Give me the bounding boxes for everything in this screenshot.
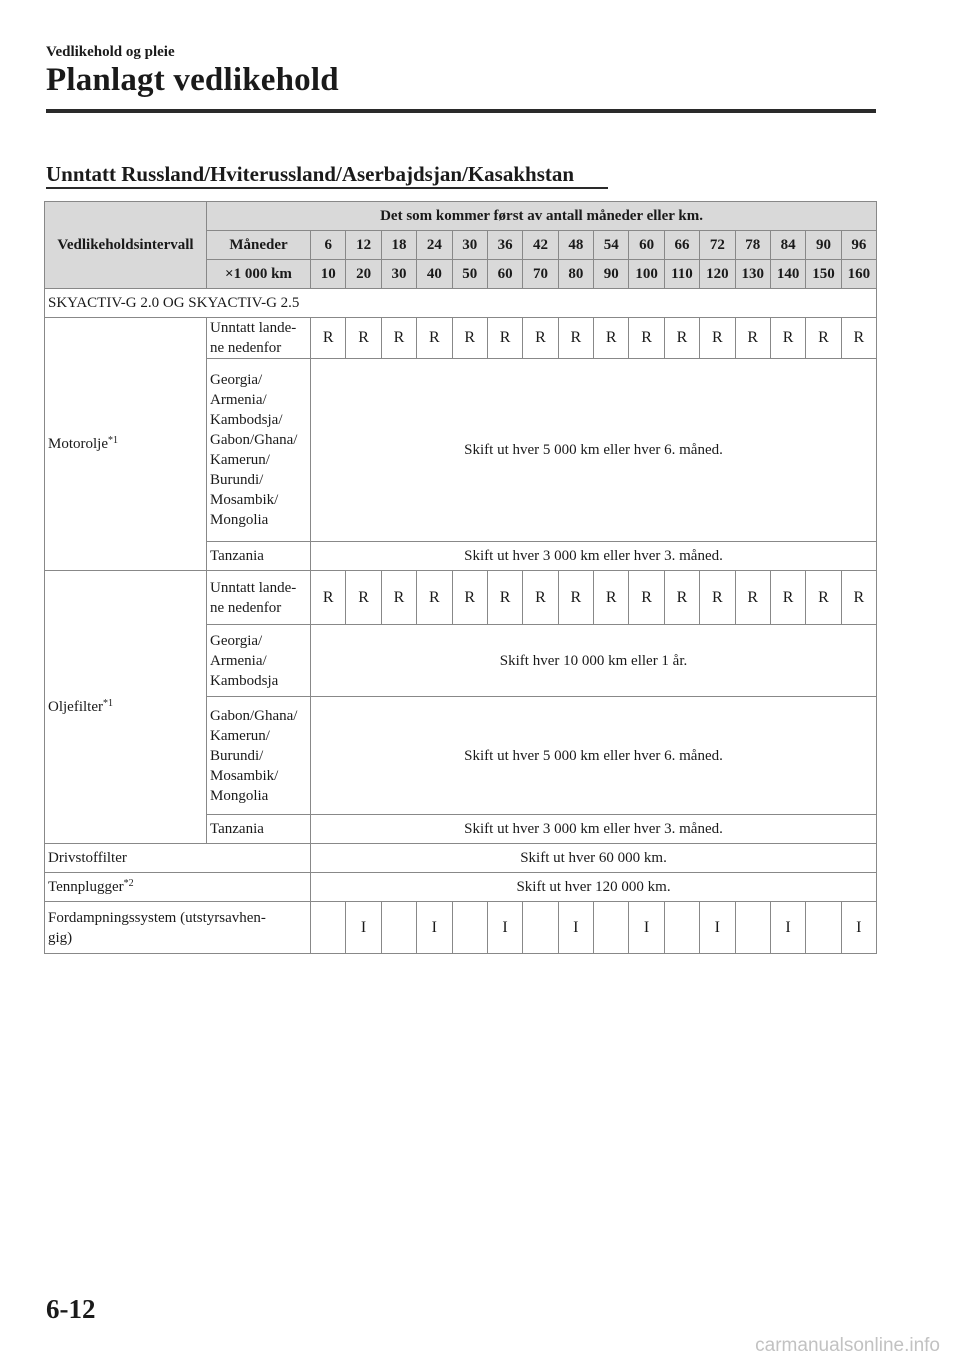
schedule-mark: R [629,318,664,359]
km-cell: 130 [735,260,770,289]
schedule-mark: R [487,571,522,625]
schedule-mark: R [311,571,346,625]
km-cell: 140 [770,260,805,289]
interval-text: Skift ut hver 60 000 km. [311,844,877,873]
region-cell: Georgia/ Armenia/ Kambodsja/ Gabon/Ghana/ Kamerun/ Burundi/ Mosambik/ Mongolia [207,359,311,542]
schedule-mark [523,902,558,954]
schedule-mark: I [417,902,452,954]
schedule-mark: R [452,571,487,625]
km-cell: 10 [311,260,346,289]
month-cell: 90 [806,231,841,260]
schedule-mark: R [381,318,416,359]
schedule-mark: R [700,571,735,625]
schedule-mark: R [806,318,841,359]
top-header: Det som kommer først av antall måneder eller km. [207,202,877,231]
region-cell: Tanzania [207,542,311,571]
schedule-mark: R [381,571,416,625]
km-cell: 40 [417,260,452,289]
month-cell: 18 [381,231,416,260]
interval-text: Skift ut hver 120 000 km. [311,873,877,902]
schedule-mark: R [664,571,699,625]
title-rule [46,109,876,113]
schedule-mark: R [770,318,805,359]
schedule-mark: R [558,571,593,625]
schedule-mark: I [346,902,381,954]
page-number: 6-12 [46,1294,96,1324]
schedule-mark: R [594,318,629,359]
oljefilter-row-default [45,571,877,625]
month-cell: 72 [700,231,735,260]
month-cell: 60 [629,231,664,260]
schedule-mark: I [841,902,876,954]
km-cell: 50 [452,260,487,289]
months-label: Måneder [207,231,311,260]
fordampning-row [45,902,877,954]
schedule-mark [452,902,487,954]
oljefilter-label: Oljefilter$^{*1}$ [45,571,207,844]
km-cell: 70 [523,260,558,289]
schedule-mark: R [417,571,452,625]
km-cell: 120 [700,260,735,289]
schedule-mark: R [346,318,381,359]
region-cell: Unntatt lande- ne nedenfor [207,571,311,625]
watermark: carmanualsonline.info [755,1335,940,1356]
schedule-mark: R [523,318,558,359]
tennplugger-label: Tennplugger$^{*2}$ [45,873,311,902]
km-cell: 100 [629,260,664,289]
month-cell: 66 [664,231,699,260]
maintenance-schedule-table [44,201,877,954]
month-cell: 96 [841,231,876,260]
schedule-mark: R [346,571,381,625]
month-cell: 12 [346,231,381,260]
region-cell: Unntatt lande- ne nedenfor [207,318,311,359]
interval-text: Skift ut hver 5 000 km eller hver 6. måned. [311,697,877,815]
region-cell: Georgia/ Armenia/ Kambodsja [207,625,311,697]
region-cell: Tanzania [207,815,311,844]
region-subheading: Unntatt Russland/Hviterussland/Aserbajdsjan/Kasakhstan [46,162,575,186]
page-title: Planlagt vedlikehold [46,62,339,98]
section-label: Vedlikehold og pleie [46,44,175,60]
km-cell: 20 [346,260,381,289]
interval-header: Vedlikeholdsintervall [45,202,207,289]
schedule-mark: I [700,902,735,954]
schedule-mark [594,902,629,954]
schedule-mark [806,902,841,954]
km-cell: 110 [664,260,699,289]
schedule-mark: R [735,571,770,625]
month-cell: 78 [735,231,770,260]
month-cell: 6 [311,231,346,260]
motorolje-row-default [45,318,877,359]
month-cell: 30 [452,231,487,260]
km-cell: 30 [381,260,416,289]
km-cell: 160 [841,260,876,289]
tennplugger-row [45,873,877,902]
schedule-mark: R [629,571,664,625]
schedule-mark: I [770,902,805,954]
schedule-mark: R [735,318,770,359]
interval-text: Skift hver 10 000 km eller 1 år. [311,625,877,697]
month-cell: 84 [770,231,805,260]
schedule-mark: I [629,902,664,954]
interval-text: Skift ut hver 3 000 km eller hver 3. måned. [311,542,877,571]
km-cell: 60 [487,260,522,289]
region-cell: Gabon/Ghana/ Kamerun/ Burundi/ Mosambik/ Mongolia [207,697,311,815]
engine-band-row [45,289,877,318]
schedule-mark: R [841,318,876,359]
schedule-mark [381,902,416,954]
km-cell: 150 [806,260,841,289]
schedule-mark: R [417,318,452,359]
month-cell: 24 [417,231,452,260]
schedule-mark [735,902,770,954]
subheading-underline [46,187,608,189]
schedule-mark [311,902,346,954]
drivstoffilter-label: Drivstoffilter [45,844,311,873]
engine-band: SKYACTIV-G 2.0 OG SKYACTIV-G 2.5 [45,289,877,318]
schedule-mark: R [664,318,699,359]
header-row-top [45,202,877,231]
schedule-mark: R [700,318,735,359]
schedule-mark: R [311,318,346,359]
motorolje-label: Motorolje$^{*1}$ [45,318,207,571]
schedule-mark: R [594,571,629,625]
km-cell: 90 [594,260,629,289]
schedule-mark: I [558,902,593,954]
month-cell: 54 [594,231,629,260]
schedule-mark: R [806,571,841,625]
interval-text: Skift ut hver 3 000 km eller hver 3. måned. [311,815,877,844]
schedule-mark: R [487,318,522,359]
km-label: ×1 000 km [207,260,311,289]
schedule-mark: R [452,318,487,359]
schedule-mark: R [523,571,558,625]
km-cell: 80 [558,260,593,289]
interval-text: Skift ut hver 5 000 km eller hver 6. måned. [311,359,877,542]
drivstoffilter-row [45,844,877,873]
schedule-mark: R [841,571,876,625]
schedule-mark: I [487,902,522,954]
schedule-mark [664,902,699,954]
schedule-mark: R [770,571,805,625]
schedule-mark: R [558,318,593,359]
fordampning-label: Fordampningssystem (utstyrsavhen- gig) [45,902,311,954]
month-cell: 36 [487,231,522,260]
month-cell: 48 [558,231,593,260]
month-cell: 42 [523,231,558,260]
